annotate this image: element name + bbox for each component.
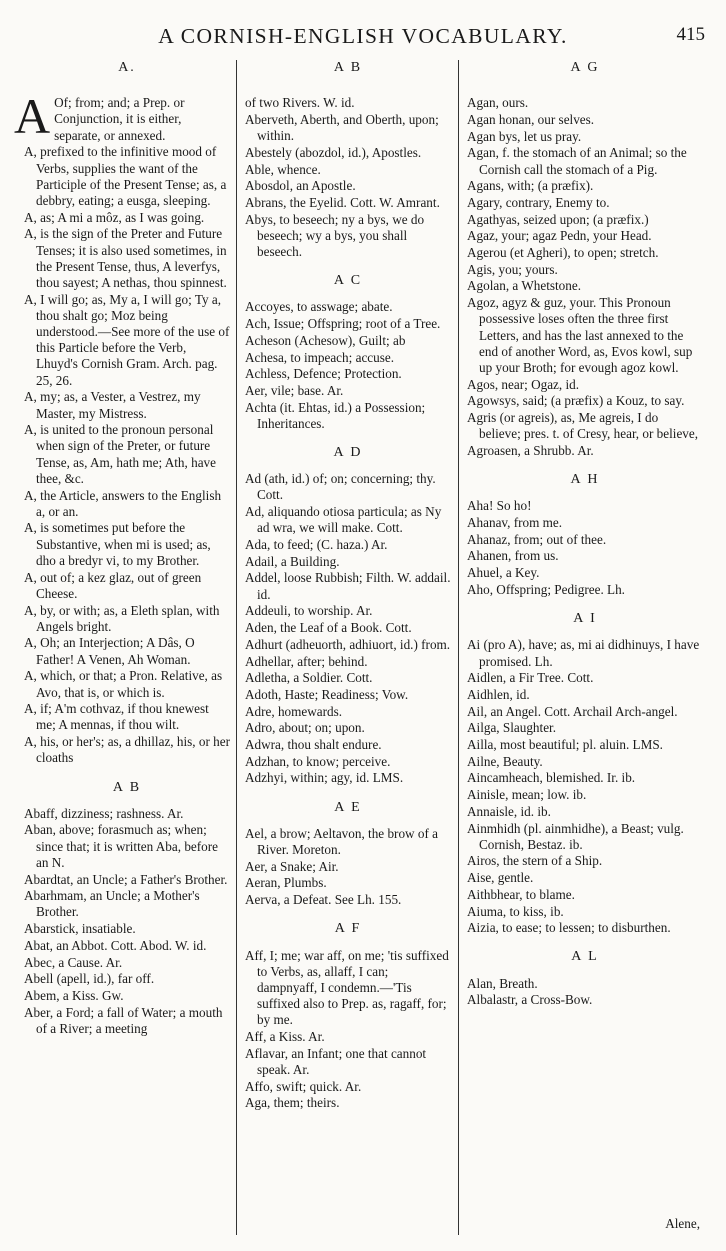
- dictionary-entry: Abaff, dizziness; rashness. Ar.: [24, 805, 184, 821]
- dictionary-entry: Adail, a Building.: [245, 553, 340, 569]
- dictionary-entry: Agan honan, our selves.: [467, 111, 595, 127]
- dictionary-entry: Aberveth, Aberth, and Oberth, upon; within.: [245, 111, 439, 144]
- entry-list: [467, 498, 703, 598]
- dictionary-entry: A, is the sign of the Preter and Future Tenses; it is also used sometimes, in the Present Tense, thus, A leverfys, thou sayest; A nethas, thou spinnest.: [24, 226, 227, 290]
- dictionary-entry: Aidhlen, id.: [467, 686, 530, 702]
- entry-list: [245, 95, 451, 260]
- dictionary-entry: Albalastr, a Cross-Bow.: [467, 992, 593, 1008]
- dictionary-entry: Adoth, Haste; Readiness; Vow.: [245, 686, 409, 702]
- dictionary-entry: Agis, you; yours.: [467, 261, 558, 277]
- dictionary-entry: Addeuli, to worship. Ar.: [245, 603, 373, 619]
- dictionary-entry: A, is sometimes put before the Substantive, when mi is used; as, dho a bredyr vi, to my Brother.: [24, 520, 211, 568]
- dictionary-entry: Abardtat, an Uncle; a Father's Brother.: [24, 871, 228, 887]
- dictionary-entry: A, prefixed to the infinitive mood of Verbs, supplies the want of the Participle of the Present Tense; as, a debbry, eating; a eusga, sleeping.: [24, 144, 227, 208]
- dictionary-entry: Abat, an Abbot. Cott. Abod. W. id.: [24, 937, 207, 953]
- dictionary-entry: Ail, an Angel. Cott. Archail Arch-angel.: [467, 703, 678, 719]
- dictionary-entry: Ai (pro A), have; as, mi ai didhinuys, I have promised. Lh.: [467, 637, 700, 669]
- dictionary-entry: Addel, loose Rubbish; Filth. W. addail. id.: [245, 570, 451, 602]
- section-heading: A L: [571, 949, 599, 965]
- page-number: 415: [676, 24, 705, 45]
- dictionary-entry: A, I will go; as, My a, I will go; Ty a, thou shalt go; Moz being understood.—See more of the use of this Particle before the Verb, Lhuyd's Cornish Gram. Arch. pag. 25, 26.: [24, 291, 230, 388]
- dictionary-entry: Accoyes, to asswage; abate.: [245, 299, 393, 315]
- dictionary-entry: A, which, or that; a Pron. Relative, as Avo, that is, or which is.: [24, 668, 223, 700]
- dictionary-entry: Agos, near; Ogaz, id.: [467, 376, 580, 392]
- dictionary-entry: Ailne, Beauty.: [467, 753, 543, 769]
- column-1: [14, 60, 231, 1038]
- dictionary-entry: Ada, to feed; (C. haza.) Ar.: [245, 537, 388, 553]
- dictionary-entry: Agowsys, said; (a præfix) a Kouz, to say.: [467, 393, 685, 409]
- dictionary-entry: Achesa, to impeach; accuse.: [245, 349, 395, 365]
- entry-list: [245, 299, 451, 432]
- page-title: A CORNISH-ENGLISH VOCABULARY.: [158, 24, 568, 48]
- section-heading: A E: [334, 799, 362, 815]
- dictionary-entry: Adzhan, to know; perceive.: [245, 753, 391, 769]
- dictionary-entry: Acheson (Achesow), Guilt; ab: [245, 332, 406, 348]
- entry-list: [24, 806, 230, 1037]
- entry-list: [24, 144, 230, 766]
- dictionary-entry: Annaisle, id. ib.: [467, 803, 551, 819]
- dictionary-entry: Ailga, Slaughter.: [467, 720, 557, 736]
- dictionary-entry: Able, whence.: [245, 161, 321, 177]
- dictionary-entry: Agolan, a Whetstone.: [467, 278, 582, 294]
- dictionary-entry: Aeran, Plumbs.: [245, 875, 327, 891]
- dictionary-entry: Agathyas, seized upon; (a præfix.): [467, 211, 649, 227]
- column-2: [245, 60, 451, 1112]
- dictionary-entry: of two Rivers. W. id.: [245, 95, 355, 111]
- dictionary-entry: Adre, homewards.: [245, 703, 343, 719]
- dictionary-entry: Ainmhidh (pl. ainmhidhe), a Beast; vulg. Cornish, Bestaz. ib.: [467, 820, 684, 852]
- column-rule-1: [236, 60, 237, 1235]
- dictionary-entry: Ahanen, from us.: [467, 548, 559, 564]
- dictionary-entry: A, Oh; an Interjection; A Dâs, O Father! A Venen, Ah Woman.: [24, 635, 195, 667]
- dictionary-entry: Adletha, a Soldier. Cott.: [245, 670, 373, 686]
- dictionary-entry: Aidlen, a Fir Tree. Cott.: [467, 670, 594, 686]
- entry-list: [467, 637, 703, 936]
- dictionary-entry: Adhurt (adheuorth, adhiuort, id.) from.: [245, 636, 451, 652]
- dictionary-entry: Agoz, agyz & guz, your. This Pronoun possessive loses often the three first Letters, and has the last annexed to the end of another Word, as, Evos kowl, sup up your Broth; for evough agoz kowl.: [467, 295, 693, 375]
- dictionary-entry: Agary, contrary, Enemy to.: [467, 194, 610, 210]
- dictionary-entry: Ael, a brow; Aeltavon, the brow of a River. Moreton.: [245, 825, 438, 858]
- dictionary-entry: Ailla, most beautiful; pl. aluin. LMS.: [467, 737, 663, 753]
- dictionary-entry: Ach, Issue; Offspring; root of a Tree.: [245, 316, 441, 332]
- dictionary-entry: Agris (or agreis), as, Me agreis, I do believe; pres. t. of Cresy, hear, or believe,: [467, 410, 699, 442]
- entry-list: [245, 826, 451, 909]
- dictionary-entry: Abys, to beseech; ny a bys, we do beseech; wy a bys, you shall beseech.: [245, 211, 425, 260]
- dictionary-entry: A, by, or with; as, a Eleth splan, with Angels bright.: [24, 602, 220, 634]
- dictionary-entry: Aizia, to ease; to lessen; to disburthen.: [467, 920, 671, 936]
- dictionary-entry: A, as; A mi a môz, as I was going.: [24, 209, 205, 225]
- entry-list: [245, 948, 451, 1112]
- dictionary-entry: Agan, f. the stomach of an Animal; so the Cornish call the stomach of a Pig.: [467, 145, 687, 177]
- dictionary-entry: Adro, about; on; upon.: [245, 720, 365, 736]
- dictionary-entry: Aga, them; theirs.: [245, 1095, 340, 1111]
- dictionary-entry: Ainisle, mean; low. ib.: [467, 787, 587, 803]
- dictionary-entry: Achta (it. Ehtas, id.) a Possession; Inheritances.: [245, 399, 426, 431]
- dictionary-entry: Abem, a Kiss. Gw.: [24, 987, 124, 1003]
- section-heading: A C: [333, 273, 363, 289]
- dictionary-entry: Aban, above; forasmuch as; when; since that; it is written Aba, before an N.: [24, 822, 219, 870]
- dictionary-entry: Abarstick, insatiable.: [24, 921, 136, 937]
- dictionary-entry: A, is united to the pronoun personal when sign of the Preter, or future Tense, as, Am, hath me; Ath, have thee, &c.: [24, 422, 216, 486]
- dictionary-entry: Aho, Offspring; Pedigree. Lh.: [467, 581, 625, 597]
- section-heading: A B: [112, 779, 142, 795]
- column-heading: A G: [570, 60, 600, 75]
- entry-list: [245, 471, 451, 786]
- dictionary-entry: Aff, a Kiss. Ar.: [245, 1029, 325, 1045]
- dictionary-entry: Agan, ours.: [467, 95, 529, 111]
- dictionary-entry: Achless, Defence; Protection.: [245, 366, 402, 382]
- dictionary-entry: Aden, the Leaf of a Book. Cott.: [245, 620, 412, 636]
- dictionary-entry: Aer, vile; base. Ar.: [245, 382, 344, 398]
- dictionary-entry: Abestely (abozdol, id.), Apostles.: [245, 144, 422, 160]
- dictionary-entry: Ahanaz, from; out of thee.: [467, 531, 607, 547]
- dictionary-entry: Abell (apell, id.), far off.: [24, 971, 155, 987]
- dictionary-entry: A, if; A'm cothvaz, if thou knewest me; A mennas, if thou wilt.: [24, 701, 209, 733]
- dictionary-entry: Adzhyi, within; agy, id. LMS.: [245, 770, 404, 786]
- dictionary-entry: Abosdol, an Apostle.: [245, 178, 356, 194]
- entry-text: Of; from; and; a Prep. or Conjunction, it is either, separate, or annexed.: [54, 95, 185, 143]
- drop-cap: A: [14, 88, 51, 145]
- dictionary-entry: Ad (ath, id.) of; on; concerning; thy. Cott.: [245, 471, 436, 503]
- section-heading: A D: [333, 445, 363, 461]
- dictionary-entry: Agroasen, a Shrubb. Ar.: [467, 442, 594, 458]
- dictionary-entry: Aha! So ho!: [467, 498, 532, 514]
- entry-list: [467, 976, 703, 1009]
- dictionary-entry: Ahanav, from me.: [467, 515, 563, 531]
- dictionary-entry: Alan, Breath.: [467, 975, 538, 991]
- section-heading: A I: [573, 611, 597, 627]
- dictionary-entry: Affo, swift; quick. Ar.: [245, 1078, 362, 1094]
- entry-list: [467, 95, 703, 459]
- section-heading: A H: [570, 472, 600, 488]
- dictionary-entry: Adhellar, after; behind.: [245, 653, 368, 669]
- dictionary-entry: Agaz, your; agaz Pedn, your Head.: [467, 228, 652, 244]
- dictionary-entry: Aithbhear, to blame.: [467, 886, 575, 902]
- column-heading: A.: [118, 60, 136, 75]
- column-3: [467, 60, 703, 1009]
- column-rule-2: [458, 60, 459, 1235]
- dictionary-entry: Aiuma, to kiss, ib.: [467, 903, 564, 919]
- dictionary-entry: Adwra, thou shalt endure.: [245, 737, 382, 753]
- dictionary-entry: Aincamheach, blemished. Ir. ib.: [467, 770, 636, 786]
- dictionary-entry: Agan bys, let us pray.: [467, 128, 582, 144]
- dictionary-entry: A, his, or her's; as, a dhillaz, his, or her cloaths: [24, 734, 231, 766]
- dictionary-entry: Aff, I; me; war aff, on me; 'tis suffixed to Verbs, as, allaff, I can; dampnyaff, I condemn.—'Tis suffixed also to Prep. as, ragaff, for; by me.: [245, 947, 449, 1028]
- dictionary-entry: [14, 88, 230, 145]
- section-heading: A F: [334, 921, 362, 937]
- dictionary-entry: Aflavar, an Infant; one that cannot speak. Ar.: [245, 1045, 427, 1077]
- dictionary-entry: Abrans, the Eyelid. Cott. W. Amrant.: [245, 194, 440, 210]
- dictionary-entry: Aer, a Snake; Air.: [245, 858, 339, 874]
- dictionary-entry: Ad, aliquando otiosa particula; as Ny ad wra, we will make. Cott.: [245, 504, 442, 536]
- dictionary-entry: Agans, with; (a præfix).: [467, 178, 594, 194]
- dictionary-entry: Aise, gentle.: [467, 870, 534, 886]
- dictionary-entry: Airos, the stern of a Ship.: [467, 853, 603, 869]
- catchword: Alene,: [665, 1216, 700, 1231]
- dictionary-entry: Ahuel, a Key.: [467, 565, 540, 581]
- dictionary-entry: Abarhmam, an Uncle; a Mother's Brother.: [24, 888, 200, 920]
- dictionary-entry: A, my; as, a Vester, a Vestrez, my Master, my Mistress.: [24, 389, 201, 421]
- dictionary-entry: Aerva, a Defeat. See Lh. 155.: [245, 892, 402, 908]
- dictionary-entry: A, out of; a kez glaz, out of green Cheese.: [24, 569, 202, 601]
- column-heading: A B: [333, 60, 363, 75]
- dictionary-entry: Aber, a Ford; a fall of Water; a mouth of a River; a meeting: [24, 1004, 223, 1036]
- dictionary-entry: Agerou (et Agheri), to open; stretch.: [467, 245, 659, 261]
- dictionary-entry: A, the Article, answers to the English a, or an.: [24, 487, 222, 519]
- dictionary-entry: Abec, a Cause. Ar.: [24, 954, 123, 970]
